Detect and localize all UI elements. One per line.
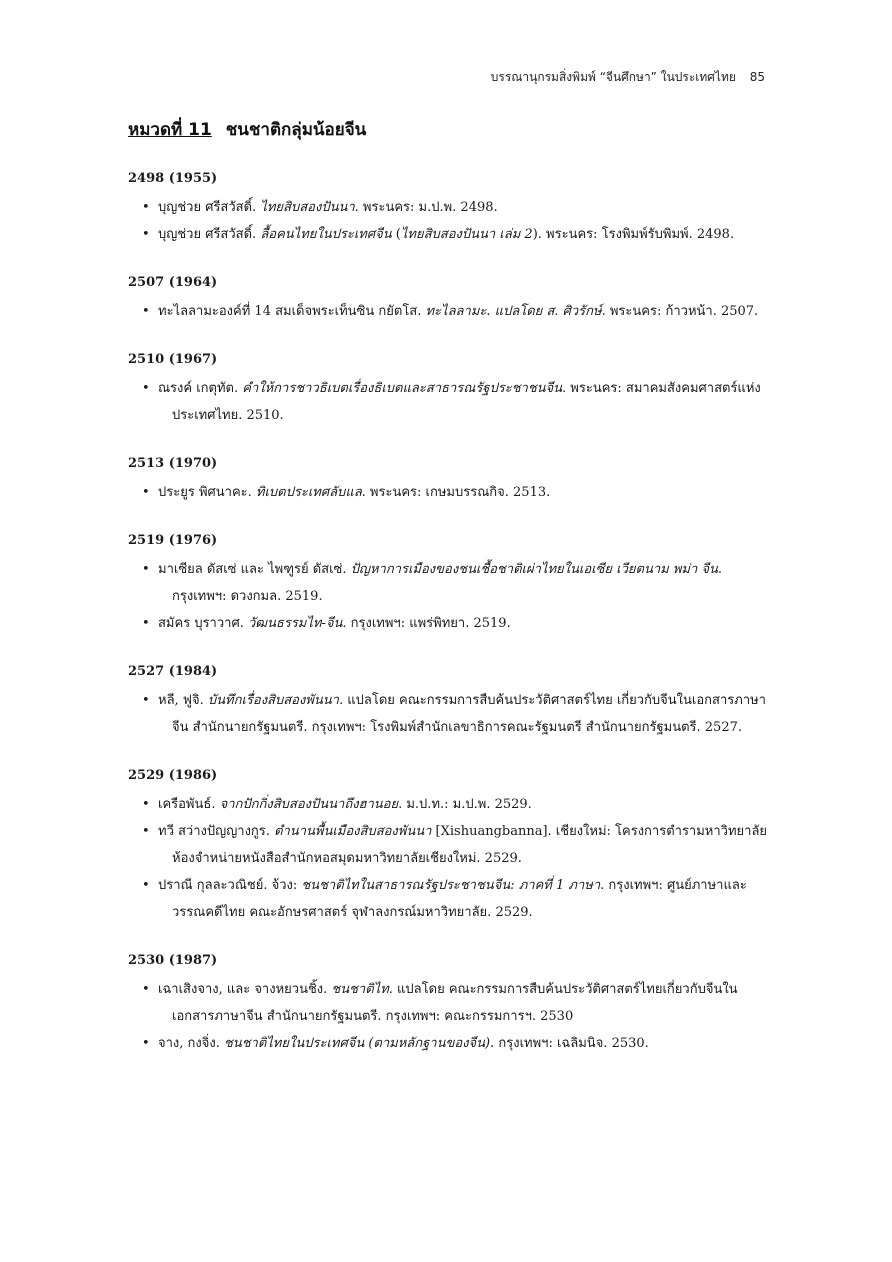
entry-title: วัฒนธรรมไท-จีน [247, 616, 343, 631]
bibliography-entry [128, 194, 768, 221]
bullet-icon: • [142, 797, 150, 812]
year-heading: 2519 (1976) [128, 533, 218, 548]
entry-title: ชนชาติไท [331, 982, 389, 997]
entry-list [128, 479, 768, 506]
entry-title: ไทยสิบสองปันนา [260, 200, 355, 215]
entry-text: . กรุงเทพฯ: ศูนย์ภาษาและวรรณคดีไทย คณะอักษรศาสตร์ จุฬาลงกรณ์มหาวิทยาลัย. 2529. [172, 878, 747, 920]
entry-text: . แปลโดย คณะกรรมการสืบค้นประวัติศาสตร์ไทยเกี่ยวกับจีนในเอกสารภาษาจีน สำนักนายกรัฐมนตรี. กรุงเทพฯ: คณะกรรมการฯ. 2530 [172, 982, 738, 1024]
entry-text: . กรุงเทพฯ: เฉลิมนิจ. 2530. [490, 1036, 649, 1051]
entry-text: . พระนคร: สมาคมสังคมศาสตร์แห่งประเทศไทย. 2510. [172, 381, 761, 423]
entry-text: จาง, กงจิ่ง. [158, 1036, 224, 1051]
year-heading: 2498 (1955) [128, 171, 218, 186]
year-heading: 2529 (1986) [128, 768, 218, 783]
entry-text: สมัคร บุราวาศ. [158, 616, 248, 631]
bibliography-entry [128, 1030, 768, 1057]
bullet-icon: • [142, 982, 150, 997]
year-section [128, 767, 768, 926]
entry-list [128, 375, 768, 429]
running-header [491, 68, 765, 87]
bullet-icon: • [142, 381, 150, 396]
chapter-title: ชนชาติกลุ่มน้อยจีน [225, 120, 367, 140]
bibliography-entry [128, 298, 768, 325]
year-section [128, 532, 768, 637]
entry-text: เฉาเสิงจาง, และ จางหยวนชิ้ง. [158, 982, 332, 997]
entry-title: ชนชาติไทยในประเทศจีน (ตามหลักฐานของจีน) [223, 1036, 491, 1051]
bibliography-entry [128, 872, 768, 926]
bullet-icon: • [142, 693, 150, 708]
bullet-icon: • [142, 200, 150, 215]
entry-title: ปัญหาการเมืองของชนเชื้อชาติเผ่าไทยในเอเซีย เวียตนาม พม่า จีน [350, 562, 718, 577]
entry-title: บันทึกเรื่องสิบสองพันนา [207, 693, 339, 708]
bibliography-entry [128, 687, 768, 741]
entry-list [128, 976, 768, 1057]
entry-text: . แปลโดย คณะกรรมการสืบค้นประวัติศาสตร์ไทย เกี่ยวกับจีนในเอกสารภาษาจีน สำนักนายกรัฐมนตรี. กรุงเทพฯ: โรงพิมพ์สำนักเลขาธิการคณะรัฐมนตรี สำนักนายกรัฐมนตรี. 2527. [172, 693, 766, 735]
entry-list [128, 194, 768, 248]
bullet-icon: • [142, 227, 150, 242]
bullet-icon: • [142, 616, 150, 631]
year-section [128, 170, 768, 248]
bibliography-entry [128, 479, 768, 506]
bibliography-entry [128, 556, 768, 610]
bullet-icon: • [142, 1036, 150, 1051]
entry-title: ชนชาติไทในสาธารณรัฐประชาชนจีน: ภาคที่ 1 ภาษา [301, 878, 601, 893]
entry-text: ณรงค์ เกตุทัต. [158, 381, 243, 396]
chapter-number: หมวดที่ 11 [128, 120, 212, 140]
bibliography-entry [128, 791, 768, 818]
year-heading: 2530 (1987) [128, 953, 218, 968]
bibliography-entry [128, 375, 768, 429]
entry-title: ตำนานพื้นเมืองสิบสองพันนา [274, 824, 432, 839]
entry-text: . กรุงเทพฯ: แพร่พิทยา. 2519. [342, 616, 511, 631]
bibliography-entry [128, 818, 768, 872]
entry-text: หลี, ฟูจิ. [158, 693, 208, 708]
entry-text: . ม.ป.ท.: ม.ป.พ. 2529. [398, 797, 532, 812]
entry-text: ( [391, 227, 401, 242]
chapter-heading [128, 116, 366, 143]
year-section [128, 455, 768, 506]
entry-title: จากปักกิ่งสิบสองปันนาถึงฮานอย [219, 797, 399, 812]
bullet-icon: • [142, 562, 150, 577]
entry-title: ไทยสิบสองปันนา เล่ม 2 [400, 227, 533, 242]
entry-text: . พระนคร: ม.ป.พ. 2498. [354, 200, 498, 215]
running-title: บรรณานุกรมสิ่งพิมพ์ “จีนศึกษา” ในประเทศไทย [490, 70, 736, 84]
entry-list [128, 298, 768, 325]
bibliography-entry [128, 221, 768, 248]
year-section [128, 663, 768, 741]
year-section [128, 952, 768, 1057]
entry-text: เครือพันธ์. [158, 797, 220, 812]
year-section [128, 274, 768, 325]
entry-list [128, 687, 768, 741]
entry-list [128, 556, 768, 637]
entry-text: ทวี สว่างปัญญางกูร. [158, 824, 275, 839]
entry-list [128, 791, 768, 926]
year-section [128, 351, 768, 429]
entry-text: ทะไลลามะองค์ที่ 14 สมเด็จพระเท็นซิน กยัตโส. [158, 304, 426, 319]
bullet-icon: • [142, 824, 150, 839]
entry-title: ลื้อคนไทยในประเทศจีน [260, 227, 392, 242]
bullet-icon: • [142, 878, 150, 893]
bibliography-entry [128, 610, 768, 637]
entry-text: บุญช่วย ศรีสวัสดิ์. [158, 227, 261, 242]
year-heading: 2527 (1984) [128, 664, 218, 679]
year-heading: 2513 (1970) [128, 456, 218, 471]
bullet-icon: • [142, 304, 150, 319]
entry-text: . พระนคร: ก้าวหน้า. 2507. [601, 304, 759, 319]
entry-text: บุญช่วย ศรีสวัสดิ์. [158, 200, 261, 215]
entry-text: . กรุงเทพฯ: ดวงกมล. 2519. [172, 562, 723, 604]
bibliography-entry [128, 976, 768, 1030]
entry-text: มาเซียล ดัสเซ่ และ ไพฑูรย์ ดัสเซ่. [158, 562, 351, 577]
entry-text: . พระนคร: เกษมบรรณกิจ. 2513. [361, 485, 551, 500]
year-heading: 2507 (1964) [128, 275, 218, 290]
year-heading: 2510 (1967) [128, 352, 218, 367]
entry-title: ทะไลลามะ. แปลโดย ส. ศิวรักษ์ [425, 304, 602, 319]
bullet-icon: • [142, 485, 150, 500]
entry-title: ทิเบตประเทศลับแล [255, 485, 362, 500]
entry-title: คำให้การชาวธิเบตเรื่องธิเบตและสาธารณรัฐประชาชนจีน [242, 381, 563, 396]
entry-text: ปราณี กุลละวณิชย์. จ้วง: [158, 878, 302, 893]
entry-text: ). พระนคร: โรงพิมพ์รับพิมพ์. 2498. [532, 227, 735, 242]
bibliography-list [128, 170, 768, 1083]
entry-text: [Xishuangbanna]. เชียงใหม่: โครงการตำรามหาวิทยาลัย ห้องจำหน่ายหนังสือสำนักหอสมุดมหาวิทยาลัยเชียงใหม่. 2529. [172, 824, 768, 866]
entry-text: ประยูร พิศนาคะ. [158, 485, 256, 500]
page-number: 85 [749, 70, 765, 84]
